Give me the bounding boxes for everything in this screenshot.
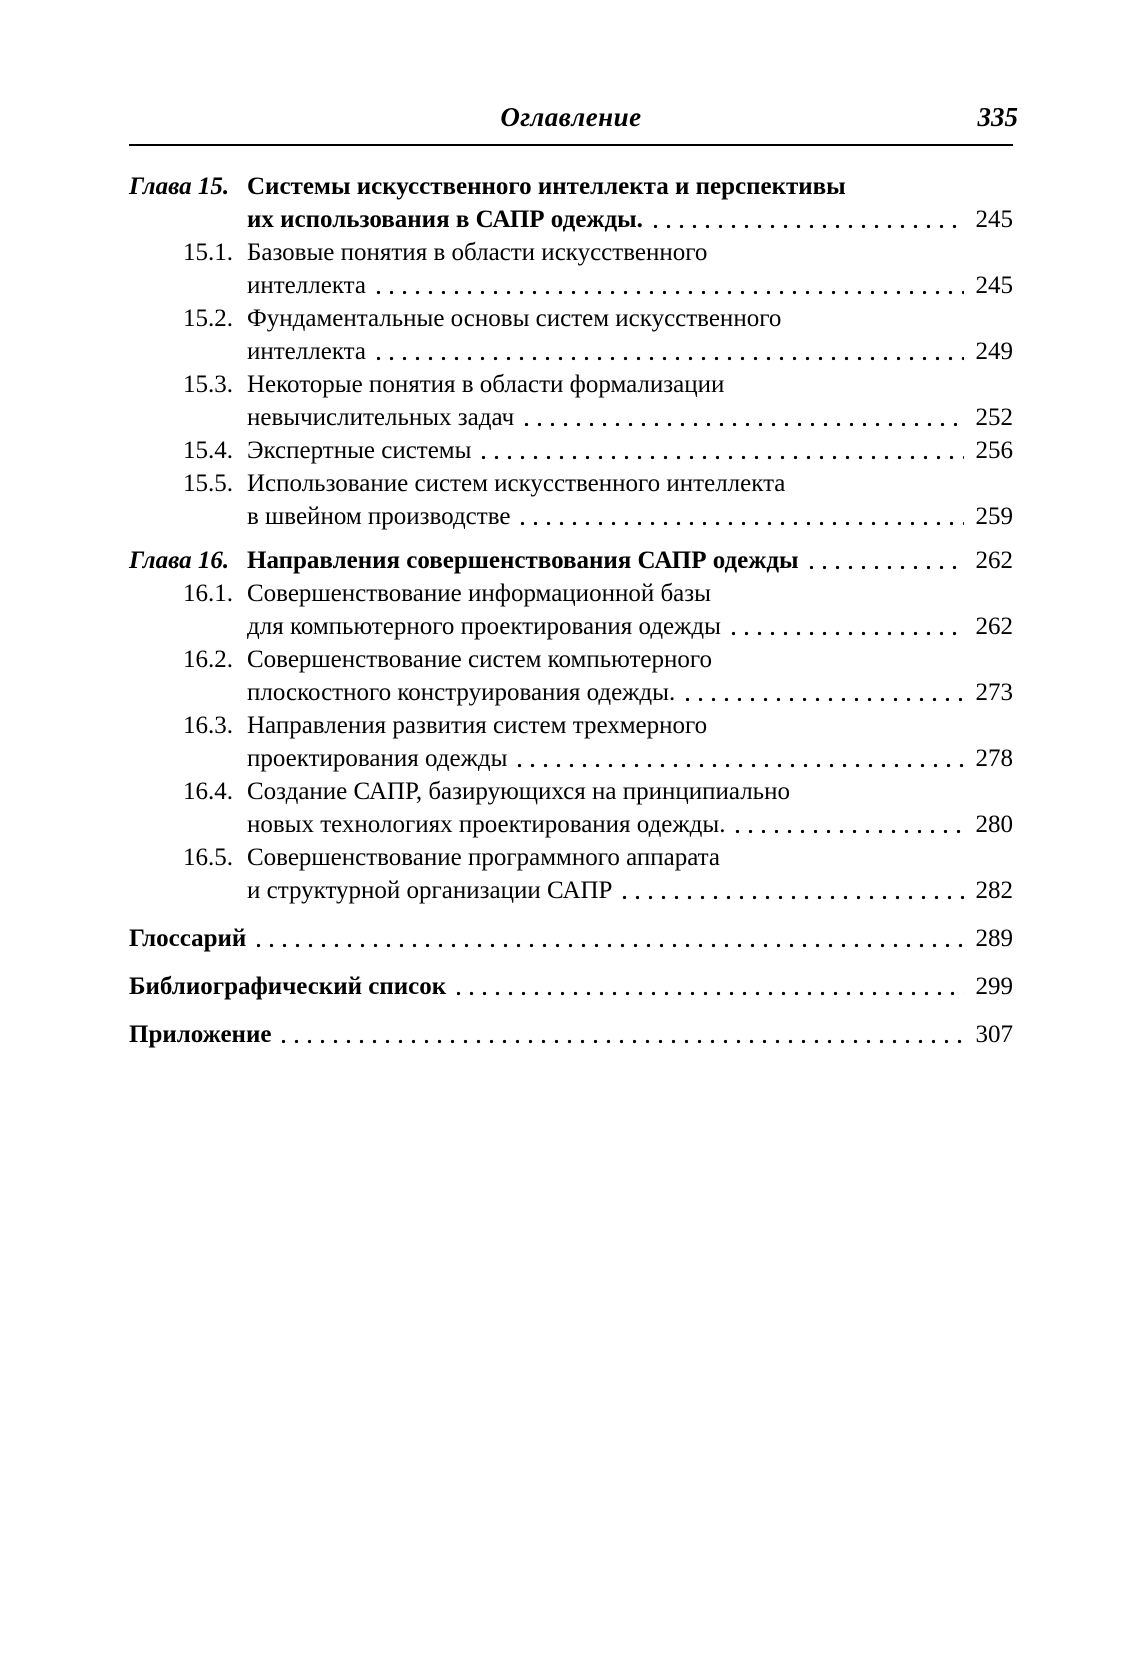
toc-entry <box>129 775 1013 841</box>
toc-entry-last-line <box>247 203 1013 236</box>
toc-entry-body <box>129 1018 1013 1051</box>
dot-leader <box>252 922 964 955</box>
toc-entry-line-final: интеллекта <box>247 338 366 365</box>
toc-entry-pagenum: 252 <box>975 404 1013 431</box>
toc-entry-pagenum: 299 <box>975 973 1013 1000</box>
toc-entry-line-final: и структурной организации САПР <box>247 877 613 904</box>
page-header-title: Оглавление <box>500 102 642 132</box>
toc-entry-line1: Совершенствование программного аппарата <box>247 844 721 871</box>
toc-entry-line-final: проектирования одежды <box>247 745 508 772</box>
toc-entry-number: 16.5. <box>183 844 233 871</box>
toc-entry-line-final: Библиографический список <box>129 973 447 1000</box>
toc-entry-number: 16.4. <box>183 778 233 805</box>
toc-entry-body <box>247 577 1013 643</box>
toc-entry-line-final: невычислительных задач <box>247 404 515 431</box>
dot-leader <box>649 203 964 236</box>
toc-entry-line1: Использование систем искусственного интеллекта <box>247 470 786 497</box>
toc-entry-body <box>129 970 1013 1003</box>
toc-entry-body <box>247 643 1013 709</box>
toc-entry <box>129 643 1013 709</box>
toc-entry-number: 15.3. <box>183 371 233 398</box>
toc-entry-pagenum: 245 <box>975 272 1013 299</box>
toc-entry <box>129 970 1013 1003</box>
toc-entry-last-line <box>247 742 1013 775</box>
dot-leader <box>520 401 964 434</box>
toc-entry-pagenum: 278 <box>975 745 1013 772</box>
toc-entry-pagenum: 280 <box>975 811 1013 838</box>
toc-list <box>129 170 1013 1051</box>
dot-leader <box>477 434 964 467</box>
header-divider <box>129 144 1013 146</box>
toc-entry-last-line <box>129 1018 1013 1051</box>
dot-leader <box>681 676 964 709</box>
toc-entry-line-final: Экспертные системы <box>247 437 472 464</box>
dot-leader <box>372 335 964 368</box>
toc-entry-last-line <box>247 500 1013 533</box>
toc-entry <box>129 577 1013 643</box>
toc-entry-last-line <box>247 544 1013 577</box>
toc-entry-number: 15.4. <box>183 437 233 464</box>
dot-leader <box>516 500 964 533</box>
toc-entry-line1: Фундаментальные основы систем искусственного <box>247 305 782 332</box>
toc-entry <box>129 841 1013 907</box>
toc-entry-body <box>247 368 1013 434</box>
toc-entry <box>129 709 1013 775</box>
toc-entry-last-line <box>129 922 1013 955</box>
dot-leader <box>727 610 964 643</box>
dot-leader <box>277 1018 964 1051</box>
toc-entry-number: 15.5. <box>183 470 233 497</box>
toc-entry-number: 15.2. <box>183 305 233 332</box>
dot-leader <box>731 808 964 841</box>
toc-entry-number: 16.3. <box>183 712 233 739</box>
toc-entry-body <box>247 467 1013 533</box>
toc-entry-last-line <box>247 808 1013 841</box>
toc-entry-pagenum: 273 <box>975 679 1013 706</box>
toc-entry-line1: Направления развития систем трехмерного <box>247 712 708 739</box>
dot-leader <box>372 269 964 302</box>
page-header <box>129 100 1018 138</box>
toc-entry-body <box>129 922 1013 955</box>
toc-entry <box>129 368 1013 434</box>
toc-entry-body <box>247 775 1013 841</box>
page-header-number: 335 <box>977 102 1018 132</box>
toc-entry <box>129 302 1013 368</box>
toc-entry-line-final: интеллекта <box>247 272 366 299</box>
toc-entry-pagenum: 307 <box>975 1021 1013 1048</box>
toc-entry-pagenum: 262 <box>975 547 1013 574</box>
toc-entry-line-final: плоскостного конструирования одежды. <box>247 679 676 706</box>
toc-entry-last-line <box>247 434 1013 467</box>
toc-entry-line-final: для компьютерного проектирования одежды <box>247 613 721 640</box>
toc-entry-body <box>247 434 1013 467</box>
toc-entry-number: 15.1. <box>183 239 233 266</box>
toc-entry-last-line <box>247 269 1013 302</box>
toc-entry-line-final: их использования в САПР одежды. <box>247 206 643 233</box>
toc-entry-number: Глава 15. <box>129 173 230 200</box>
toc-entry-body <box>247 841 1013 907</box>
toc-entry-pagenum: 282 <box>975 877 1013 904</box>
dot-leader <box>618 874 964 907</box>
toc-entry-line1: Совершенствование систем компьютерного <box>247 646 713 673</box>
toc-entry <box>129 467 1013 533</box>
toc-entry <box>129 236 1013 302</box>
toc-entry-last-line <box>247 610 1013 643</box>
toc-entry-pagenum: 262 <box>975 613 1013 640</box>
toc-entry-number: Глава 16. <box>129 547 230 574</box>
toc-entry-body <box>247 302 1013 368</box>
toc-page <box>129 100 1018 1051</box>
toc-entry-line1: Создание САПР, базирующихся на принципиально <box>247 778 790 805</box>
toc-entry <box>129 434 1013 467</box>
toc-entry-number: 16.2. <box>183 646 233 673</box>
toc-entry-pagenum: 289 <box>975 925 1013 952</box>
toc-entry-body <box>247 170 1013 236</box>
toc-entry-last-line <box>247 401 1013 434</box>
toc-entry <box>129 1018 1013 1051</box>
dot-leader <box>513 742 964 775</box>
toc-entry-line-final: новых технологиях проектирования одежды. <box>247 811 726 838</box>
toc-entry <box>129 922 1013 955</box>
toc-entry-last-line <box>247 335 1013 368</box>
toc-entry-pagenum: 256 <box>975 437 1013 464</box>
toc-entry-line-final: Приложение <box>129 1021 272 1048</box>
toc-entry-line-final: Направления совершенствования САПР одежды <box>247 547 799 574</box>
toc-entry-pagenum: 259 <box>975 503 1013 530</box>
toc-entry-line1: Некоторые понятия в области формализации <box>247 371 725 398</box>
dot-leader <box>805 544 964 577</box>
toc-entry-last-line <box>247 874 1013 907</box>
toc-entry-line-final: в швейном производстве <box>247 503 511 530</box>
toc-entry-pagenum: 249 <box>975 338 1013 365</box>
toc-entry-pagenum: 245 <box>975 206 1013 233</box>
toc-entry-body <box>247 709 1013 775</box>
toc-entry-number: 16.1. <box>183 580 233 607</box>
dot-leader <box>452 970 964 1003</box>
toc-entry <box>129 170 1013 236</box>
toc-entry-body <box>247 236 1013 302</box>
toc-entry-line-final: Глоссарий <box>129 925 247 952</box>
toc-entry-last-line <box>247 676 1013 709</box>
toc-entry-line1: Системы искусственного интеллекта и перспективы <box>247 173 846 200</box>
toc-entry-line1: Совершенствование информационной базы <box>247 580 711 607</box>
toc-entry-body <box>247 544 1013 577</box>
toc-entry-last-line <box>129 970 1013 1003</box>
toc-entry-line1: Базовые понятия в области искусственного <box>247 239 708 266</box>
toc-entry <box>129 544 1013 577</box>
